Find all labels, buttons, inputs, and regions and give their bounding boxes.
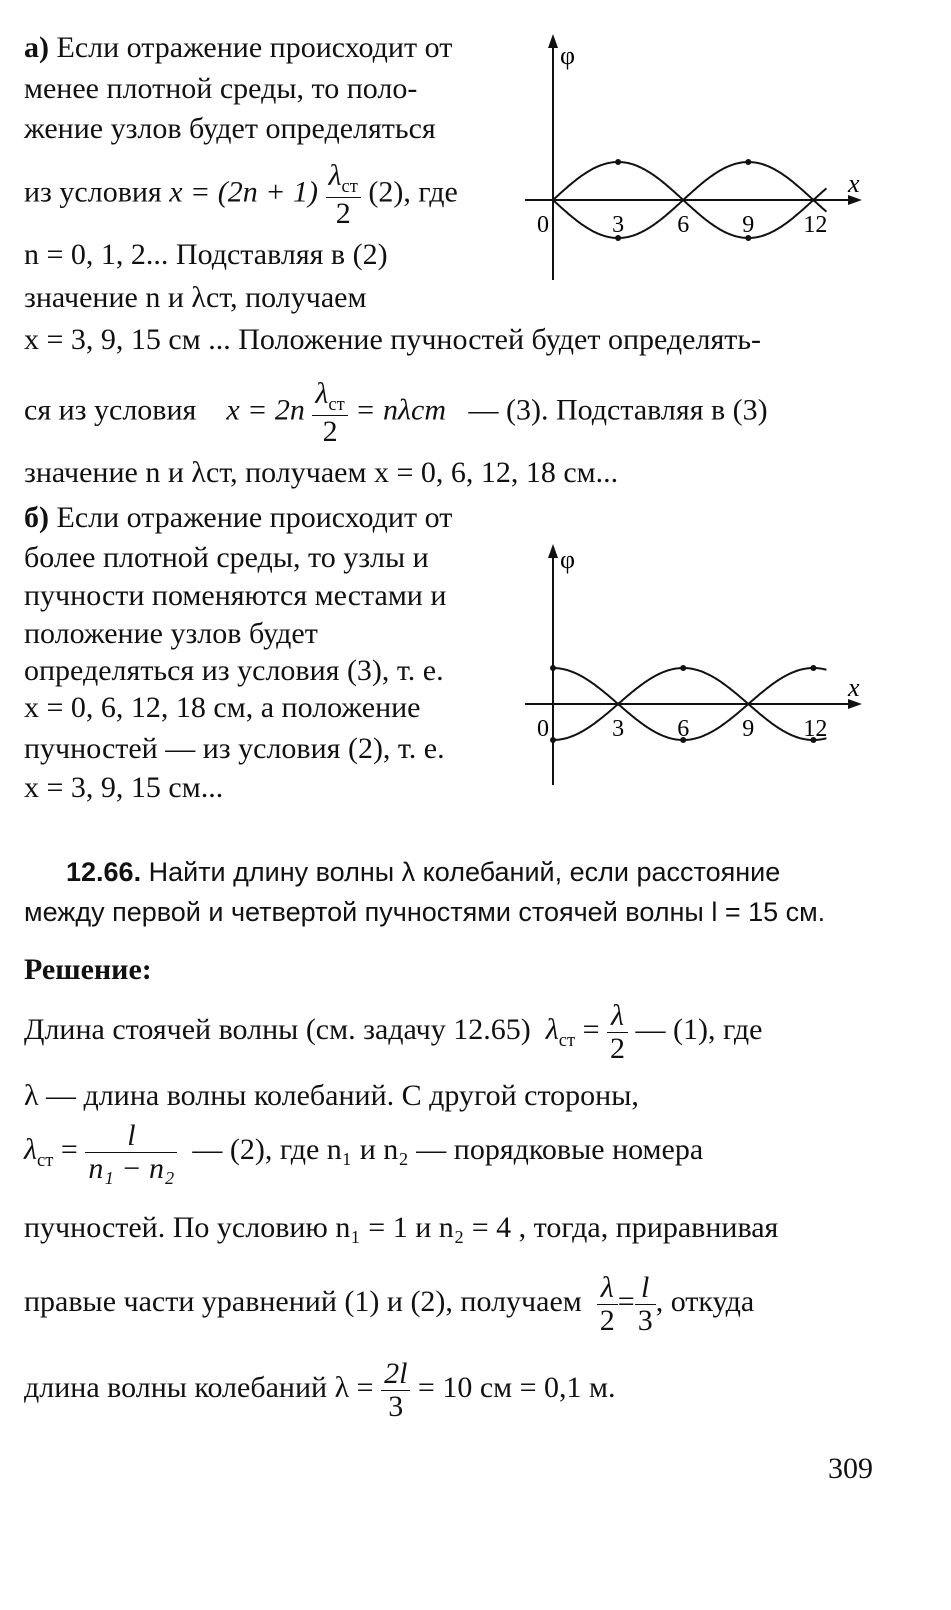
ga-marks-tick-9: 9 <box>742 212 755 238</box>
cond-suffix: (2), где <box>368 175 458 209</box>
gb-marks-lower-envelope <box>553 704 826 740</box>
gb-marks-antinode-top-6 <box>680 665 686 671</box>
sol-frac-1: $\frac{\lambda}{2}$ <box>607 1000 628 1064</box>
formula2-tail: = nλст <box>355 393 446 427</box>
ga-marks-tick-12: 12 <box>803 212 828 238</box>
two: 2 <box>335 196 351 230</box>
part-b-line-6: x = 0, 6, 12, 18 см, а положение <box>24 691 421 724</box>
sol-line1-suffix: — (1), где <box>635 1012 763 1046</box>
ga-marks-tick-3: 3 <box>612 212 625 238</box>
gb-marks-tick-3: 3 <box>612 716 625 742</box>
ga-marks-upper-envelope <box>553 162 826 200</box>
problem-text-1: Найти длину волны λ колебаний, если расстояние <box>148 857 781 887</box>
part-b-line-5: определяться из условия (3), т. е. <box>24 654 444 687</box>
solution-line-6: длина волны колебаний λ = $\frac{2l}{3}$ = 10 см = 0,1 м. <box>24 1357 616 1423</box>
ga-marks-tick-6: 6 <box>677 212 690 238</box>
graph-a-x-label: x <box>848 169 860 198</box>
cond2-prefix: ся из условия <box>24 393 197 427</box>
n-values-line: n = 0, 1, 2... Подставляя в (2) <box>24 238 388 271</box>
lambda-st-fraction-2: $\frac{\lambda_{ст}}{2}$ <box>312 378 347 447</box>
graph-a <box>510 30 880 290</box>
graph-a-y-arrow-icon <box>548 34 558 48</box>
graph-b-origin: 0 <box>537 716 549 742</box>
part-b-line-2: более плотной среды, то узлы и <box>24 541 429 574</box>
sol-frac-3: $\frac{\lambda}{2}$ <box>597 1272 618 1336</box>
part-a-label: а) <box>24 31 49 64</box>
part-b-line-3: пучности поменяются местами и <box>24 579 447 612</box>
cond2-suffix: — (3). Подставляя в (3) <box>468 393 768 427</box>
gb-marks-antinode-bottom-0 <box>550 737 556 743</box>
part-a-text-1: Если отражение происходит от <box>56 31 453 64</box>
solution-line-3: $\lambda_{ст}$ = $\frac{l}{\text{n₁ − n₂}}$ — (2), где n₁ и n₂ — порядковые номера <box>24 1119 704 1185</box>
sol-frac-4: $\frac{l}{3}$ <box>635 1272 656 1336</box>
problem-line-1 <box>66 855 780 889</box>
graph-a-origin: 0 <box>537 212 549 238</box>
page-number: 309 <box>828 1452 873 1485</box>
part-a-line-3: жение узлов будет определяться <box>24 112 436 145</box>
graph-b <box>510 540 880 795</box>
gb-marks-antinode-top-12 <box>810 665 816 671</box>
solution-line-4: пучностей. По условию n₁ = 1 и n₂ = 4 , тогда, приравнивая <box>24 1211 779 1244</box>
ga-marks-antinode-top-9 <box>745 159 751 165</box>
graph-b-y-arrow-icon <box>548 544 558 558</box>
problem-number: 12.66. <box>66 857 142 887</box>
solution-line-2: λ — длина волны колебаний. С другой стороны, <box>24 1079 639 1112</box>
formula2: x = 2n <box>226 393 305 427</box>
graph-b-x-label: x <box>848 673 860 702</box>
formula1-lhs: x = (2n + 1) <box>169 175 319 209</box>
sol-frac-5: $\frac{2l}{3}$ <box>381 1358 410 1422</box>
values-line: значение n и λст, получаем <box>24 281 367 314</box>
st-sub: ст <box>341 176 358 197</box>
sol-line3-suffix: — (2), где n₁ и n₂ — порядковые номера <box>192 1132 704 1166</box>
lambda-sym: λ <box>328 159 342 192</box>
problem-line-2: между первой и четвертой пучностями стоячей волны l = 15 см. <box>24 897 826 927</box>
solution-heading: Решение: <box>24 953 152 986</box>
part-a-line-2: менее плотной среды, то поло- <box>24 72 418 105</box>
cond-prefix: из условия <box>24 175 162 209</box>
solution-line-5: правые части уравнений (1) и (2), получаем $\frac{\lambda}{2}$ = $\frac{l}{3}$ , откуда <box>24 1271 755 1337</box>
gb-marks-tick-6: 6 <box>677 716 690 742</box>
gb-marks-antinode-top-0 <box>550 665 556 671</box>
graph-a-y-label: φ <box>560 41 576 70</box>
lambda-st-fraction <box>326 160 361 229</box>
part-b-line-7: пучностей — из условия (2), т. е. <box>24 732 445 765</box>
ga-marks-antinode-top-3 <box>615 159 621 165</box>
gb-marks-tick-9: 9 <box>742 716 755 742</box>
sol-frac-2: $\frac{l}{\text{n₁ − n₂}}$ <box>85 1120 177 1184</box>
solution-line-1: Длина стоячей волны (см. задачу 12.65) $\lambda_{ст}$ = $\frac{\lambda}{2}$ — (1), где <box>24 999 763 1065</box>
part-b-line-1: б) Если отражение происходит от <box>24 501 453 534</box>
x-nodes-line: x = 3, 9, 15 см ... Положение пучностей будет определять- <box>24 323 762 356</box>
graph-b-y-label: φ <box>560 545 576 574</box>
part-a-formula2-line <box>24 378 768 447</box>
part-a-line-1 <box>24 30 452 66</box>
result-line: значение n и λст, получаем x = 0, 6, 12, 18 см... <box>24 456 619 489</box>
sol-line1-prefix: Длина стоячей волны (см. задачу 12.65) <box>24 1012 531 1046</box>
part-b-label: б) <box>24 501 49 534</box>
part-b-line-8: x = 3, 9, 15 см... <box>24 771 224 804</box>
ga-marks-lower-envelope <box>553 200 826 238</box>
part-a-formula-line <box>24 160 458 229</box>
part-b-line-4: положение узлов будет <box>24 617 318 650</box>
gb-marks-tick-12: 12 <box>803 716 828 742</box>
gb-marks-upper-envelope <box>553 668 826 704</box>
